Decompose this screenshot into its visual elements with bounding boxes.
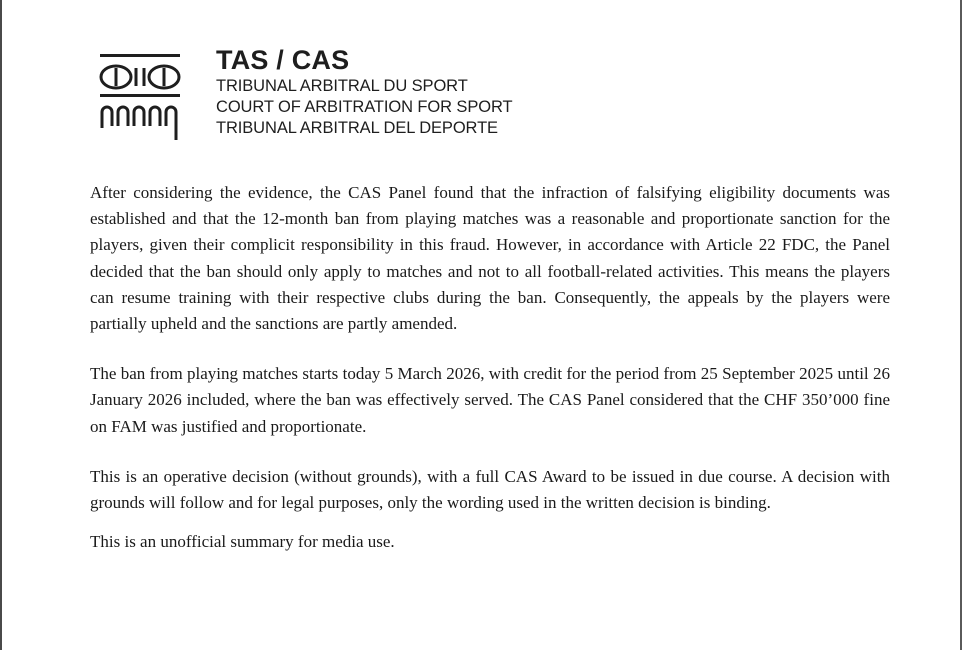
- organization-name-english: COURT OF ARBITRATION FOR SPORT: [216, 98, 513, 116]
- organization-name-french: TRIBUNAL ARBITRAL DU SPORT: [216, 77, 468, 95]
- organization-name-block: [216, 44, 636, 139]
- organization-title: TAS / CAS: [216, 45, 350, 75]
- paragraph-media-summary-note: This is an unofficial summary for media use.: [90, 532, 395, 552]
- organization-name-spanish: TRIBUNAL ARBITRAL DEL DEPORTE: [216, 119, 498, 137]
- tas-cas-column-logo-icon: [96, 50, 184, 142]
- document-body: [90, 180, 890, 555]
- paragraph-ban-details: The ban from playing matches starts today 5 March 2026, with credit for the period from 25 September 2025 until 26 January 2026 included, where the ban was effectively served. The CAS Panel considered that the CHF 350’000 fine on FAM was justified and proportionate.: [90, 364, 890, 436]
- paragraph-operative-decision: This is an operative decision (without grounds), with a full CAS Award to be issued in due course. A decision with grounds will follow and for legal purposes, only the wording used in the written decision is binding.: [90, 466, 890, 513]
- page-right-edge: [960, 0, 962, 650]
- paragraph-panel-findings: After considering the evidence, the CAS Panel found that the infraction of falsifying eligibility documents was established and that the 12-month ban from playing matches was a reasonable and proportionate sanction for the players, given their complicit responsibility in this fraud. However, in accordance with Article 22 FDC, the Panel decided that the ban should only apply to matches and not to all football-related activities. This means the players can resume training with their respective clubs during the ban. Consequently, the appeals by the players were partially upheld and the sanctions are partly amended.: [90, 183, 890, 334]
- page-left-edge: [0, 0, 2, 650]
